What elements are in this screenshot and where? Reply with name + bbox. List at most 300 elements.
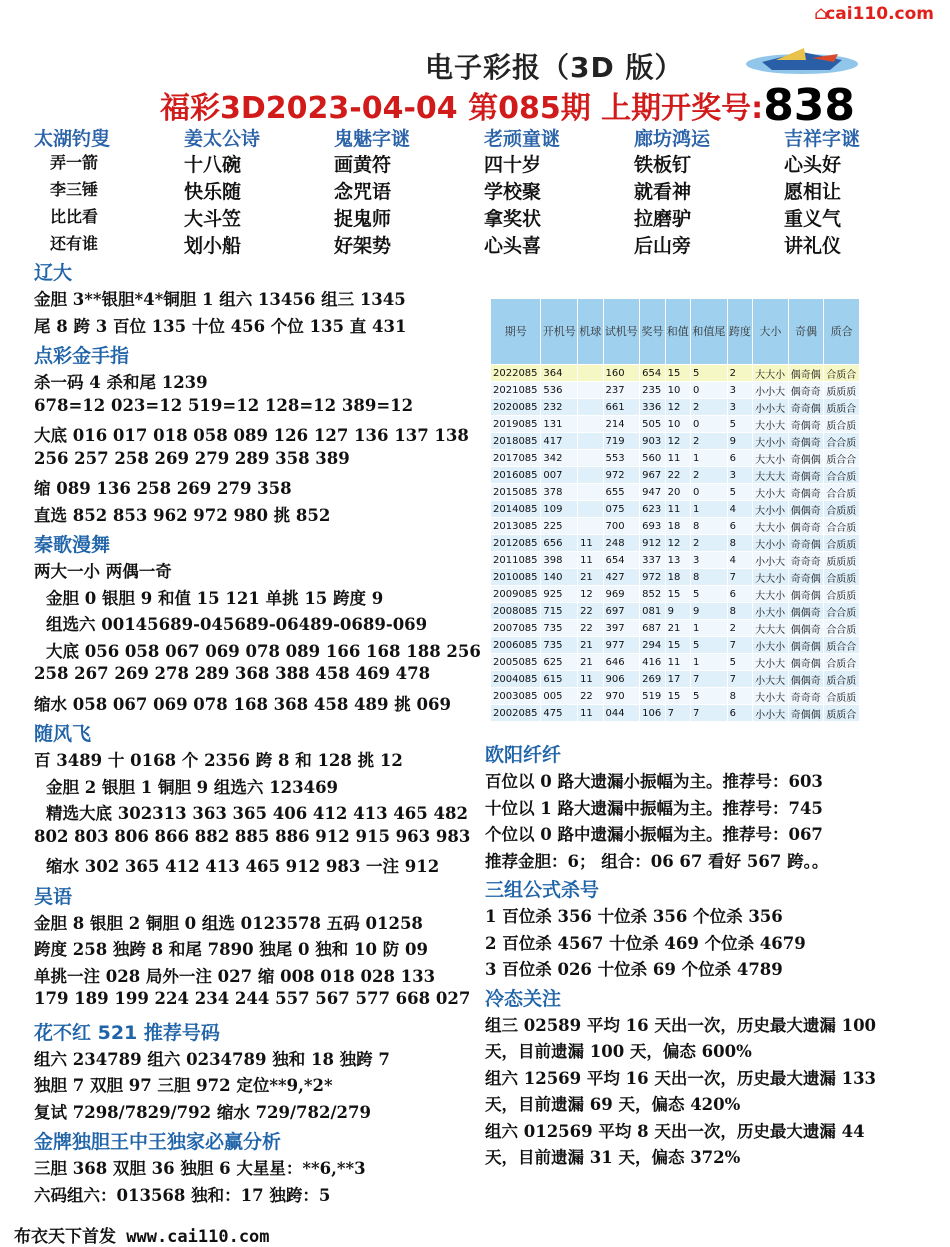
table-cell: 大小大	[753, 654, 789, 671]
table-cell: 4	[727, 501, 752, 518]
table-cell: 2017085	[491, 450, 541, 467]
table-cell: 21	[578, 654, 603, 671]
table-cell: 22	[578, 620, 603, 637]
table-cell: 294	[640, 637, 665, 654]
column-item: 比比看	[50, 207, 99, 226]
column-item: 讲礼仪	[784, 235, 842, 257]
table-cell: 质质质	[824, 382, 860, 399]
table-cell: 416	[640, 654, 665, 671]
table-cell: 大小大	[753, 416, 789, 433]
column-item: 弄一箭	[50, 153, 99, 172]
table-cell: 质质质	[824, 552, 860, 569]
table-cell: 5	[691, 365, 728, 382]
section-line: 三胆 368 双胆 36 独胆 6 大星星：**6,**3	[34, 1159, 366, 1178]
column-head: 吉祥字谜	[784, 128, 861, 150]
table-row	[491, 654, 860, 671]
table-cell: 6	[727, 450, 752, 467]
table-cell: 0	[691, 416, 728, 433]
table-header: 开机号	[541, 299, 578, 365]
section-line: 个位以 0 路中遗漏小振幅为主。推荐号：067	[485, 825, 823, 844]
table-cell: 小大小	[753, 603, 789, 620]
table-cell: 8	[691, 569, 728, 586]
column-head: 姜太公诗	[184, 128, 261, 150]
table-cell: 336	[640, 399, 665, 416]
table-cell: 质质合	[824, 705, 860, 722]
table-cell: 2014085	[491, 501, 541, 518]
column-item: 重义气	[784, 208, 842, 230]
table-cell: 417	[541, 433, 578, 450]
section-line: 直选 852 853 962 972 980 挑 852	[34, 505, 331, 525]
table-cell: 654	[640, 365, 665, 382]
table-cell: 2008085	[491, 603, 541, 620]
table-row	[491, 382, 860, 399]
table-cell: 合合质	[824, 484, 860, 501]
last-number: 838	[763, 80, 856, 131]
brand-title: 电子彩报（3D 版）	[425, 51, 684, 84]
section-line: 推荐金胆：6； 组合：06 67 看好 567 跨。。	[485, 851, 829, 871]
table-cell: 8	[727, 688, 752, 705]
table-cell: 22	[665, 467, 690, 484]
table-cell: 小大小	[753, 637, 789, 654]
table-cell: 小小大	[753, 382, 789, 399]
table-cell: 735	[541, 620, 578, 637]
section-line: 尾 8 跨 3 百位 135 十位 456 个位 135 直 431	[34, 316, 407, 336]
column-item: 大斗笠	[184, 208, 242, 230]
table-row	[491, 620, 860, 637]
table-cell: 398	[541, 552, 578, 569]
table-row	[491, 637, 860, 654]
table-cell: 偶奇偶	[788, 637, 824, 654]
table-cell: 2012085	[491, 535, 541, 552]
table-row	[491, 535, 860, 552]
section-line: 百位以 0 路大遗漏小振幅为主。推荐号：603	[485, 772, 823, 791]
column-item: 拉磨驴	[634, 208, 692, 230]
table-cell: 131	[541, 416, 578, 433]
section-line: 256 257 258 269 279 289 358 389	[34, 448, 350, 468]
table-cell	[578, 518, 603, 535]
table-cell: 2009085	[491, 586, 541, 603]
table-cell: 5	[727, 416, 752, 433]
table-cell: 970	[603, 688, 640, 705]
column-item: 心头喜	[484, 235, 542, 257]
table-cell: 合质合	[824, 654, 860, 671]
column-head: 太湖钓叟	[34, 128, 111, 150]
table-cell: 大大小	[753, 586, 789, 603]
table-cell: 大大小	[753, 518, 789, 535]
table-cell: 655	[603, 484, 640, 501]
section-line: 1 百位杀 356 十位杀 356 个位杀 356	[485, 907, 783, 926]
table-cell: 972	[640, 569, 665, 586]
section-line: 跨度 258 独跨 8 和尾 7890 独尾 0 独和 10 防 09	[34, 940, 428, 959]
table-cell: 大大小	[753, 450, 789, 467]
table-cell: 661	[603, 399, 640, 416]
section-line: 天，目前遗漏 31 天，偏态 372%	[485, 1148, 741, 1167]
table-cell: 合合质	[824, 620, 860, 637]
column-item: 拿奖状	[484, 208, 542, 230]
table-cell: 奇偶奇	[788, 416, 824, 433]
table-row	[491, 688, 860, 705]
section-line: 缩水 058 067 069 078 168 368 458 489 挑 069	[34, 694, 451, 714]
section-title: 秦歌漫舞	[34, 534, 111, 556]
table-cell: 337	[640, 552, 665, 569]
table-cell: 合质质	[824, 501, 860, 518]
table-cell: 合质质	[824, 586, 860, 603]
table-cell: 687	[640, 620, 665, 637]
table-header: 和值	[665, 299, 690, 365]
table-cell: 646	[603, 654, 640, 671]
table-cell: 906	[603, 671, 640, 688]
table-cell: 7	[727, 671, 752, 688]
column-item: 就看神	[634, 181, 692, 203]
table-cell: 7	[691, 705, 728, 722]
section-line: 258 267 269 278 289 368 388 458 469 478	[34, 664, 431, 683]
table-cell: 925	[541, 586, 578, 603]
table-cell: 140	[541, 569, 578, 586]
table-cell: 大小小	[753, 501, 789, 518]
table-header: 质合	[824, 299, 860, 365]
table-cell: 715	[541, 603, 578, 620]
section-line: 精选大底 302313 363 365 406 412 413 465 482	[46, 804, 468, 823]
table-cell: 奇奇奇	[788, 688, 824, 705]
table-cell: 2015085	[491, 484, 541, 501]
table-header: 奖号	[640, 299, 665, 365]
table-cell: 2018085	[491, 433, 541, 450]
column-item: 后山旁	[634, 235, 692, 257]
footer: 布衣天下首发 www.cai110.com	[14, 1227, 270, 1247]
table-cell: 大大小	[753, 569, 789, 586]
section-line: 组六 012569 平均 8 天出一次，历史最大遗漏 44	[485, 1121, 865, 1141]
section-line: 678=12 023=12 519=12 128=12 389=12	[34, 395, 414, 415]
table-cell: 21	[578, 569, 603, 586]
table-cell: 6	[727, 518, 752, 535]
table-cell: 2	[727, 365, 752, 382]
column-item: 十八碗	[184, 154, 242, 176]
table-cell: 560	[640, 450, 665, 467]
section-line: 杀一码 4 杀和尾 1239	[34, 373, 208, 392]
table-cell: 11	[578, 671, 603, 688]
table-cell: 9	[727, 433, 752, 450]
table-cell	[578, 382, 603, 399]
table-cell: 693	[640, 518, 665, 535]
section-line: 大底 056 058 067 069 078 089 166 168 188 256	[46, 641, 481, 661]
column-item: 李三锤	[50, 180, 99, 199]
section-line: 3 百位杀 026 十位杀 69 个位杀 4789	[485, 960, 783, 979]
table-cell: 2010085	[491, 569, 541, 586]
history-table	[490, 298, 860, 722]
table-cell: 奇偶偶	[788, 450, 824, 467]
section-line: 组选六 00145689-045689-06489-0689-069	[46, 615, 428, 634]
table-cell: 12	[665, 535, 690, 552]
table-cell: 合合质	[824, 603, 860, 620]
table-row	[491, 467, 860, 484]
column-head: 鬼魅字谜	[334, 128, 411, 150]
table-cell: 偶奇偶	[788, 365, 824, 382]
table-cell: 1	[691, 450, 728, 467]
section-line: 十位以 1 路大遗漏中振幅为主。推荐号：745	[485, 798, 823, 818]
table-row	[491, 399, 860, 416]
table-cell: 519	[640, 688, 665, 705]
table-cell: 2022085	[491, 365, 541, 382]
section-title: 辽大	[34, 262, 73, 284]
table-cell: 奇奇偶	[788, 569, 824, 586]
table-cell: 偶奇偶	[788, 654, 824, 671]
table-cell: 1	[691, 501, 728, 518]
column-item: 四十岁	[484, 154, 542, 176]
table-cell: 225	[541, 518, 578, 535]
table-cell: 735	[541, 637, 578, 654]
table-cell: 625	[541, 654, 578, 671]
table-cell: 10	[665, 382, 690, 399]
table-cell: 2	[691, 535, 728, 552]
table-cell: 6	[727, 586, 752, 603]
table-cell: 11	[578, 535, 603, 552]
column-item: 铁板钉	[634, 154, 692, 176]
table-cell	[578, 467, 603, 484]
table-cell: 11	[578, 705, 603, 722]
table-cell: 大大小	[753, 365, 789, 382]
table-cell: 9	[691, 603, 728, 620]
table-cell: 偶奇偶	[788, 586, 824, 603]
column-head: 廊坊鸿运	[634, 128, 711, 150]
table-cell: 378	[541, 484, 578, 501]
table-cell: 623	[640, 501, 665, 518]
section-line: 组三 02589 平均 16 天出一次，历史最大遗漏 100	[485, 1015, 877, 1035]
table-cell: 5	[691, 637, 728, 654]
table-cell: 质合质	[824, 671, 860, 688]
table-cell: 160	[603, 365, 640, 382]
table-cell: 17	[665, 671, 690, 688]
section-title: 欧阳纤纤	[485, 744, 562, 766]
site-name[interactable]: cai110.com	[825, 4, 934, 24]
table-cell: 合质合	[824, 365, 860, 382]
table-cell: 8	[727, 603, 752, 620]
table-cell: 475	[541, 705, 578, 722]
section-line: 金胆 2 银胆 1 铜胆 9 组选六 123469	[46, 777, 339, 797]
table-cell: 5	[727, 654, 752, 671]
issue-line	[160, 78, 855, 129]
table-cell: 22	[578, 688, 603, 705]
table-cell: 质合合	[824, 637, 860, 654]
table-cell: 232	[541, 399, 578, 416]
table-row	[491, 552, 860, 569]
table-cell: 2	[691, 433, 728, 450]
table-cell: 20	[665, 484, 690, 501]
table-cell: 奇偶偶	[788, 705, 824, 722]
section-line: 六码组六：013568 独和：17 独跨：5	[34, 1185, 331, 1205]
table-cell	[578, 501, 603, 518]
table-cell: 967	[640, 467, 665, 484]
column-item: 愿相让	[784, 181, 842, 203]
table-cell: 615	[541, 671, 578, 688]
table-cell: 偶偶奇	[788, 501, 824, 518]
column-item: 学校聚	[484, 181, 542, 203]
table-cell: 214	[603, 416, 640, 433]
table-row	[491, 433, 860, 450]
table-cell: 偶偶奇	[788, 671, 824, 688]
table-cell: 2006085	[491, 637, 541, 654]
table-cell: 2021085	[491, 382, 541, 399]
table-cell	[578, 416, 603, 433]
table-cell: 小大大	[753, 671, 789, 688]
table-row	[491, 603, 860, 620]
table-cell: 505	[640, 416, 665, 433]
table-cell: 偶奇奇	[788, 518, 824, 535]
table-row	[491, 518, 860, 535]
table-cell: 106	[640, 705, 665, 722]
table-cell: 0	[691, 484, 728, 501]
table-cell: 偶偶奇	[788, 603, 824, 620]
column-item: 划小船	[184, 235, 242, 257]
section-line: 组六 234789 组六 0234789 独和 18 独跨 7	[34, 1049, 390, 1069]
section-line: 百 3489 十 0168 个 2356 跨 8 和 128 挑 12	[34, 751, 403, 770]
table-cell: 5	[691, 688, 728, 705]
table-cell: 248	[603, 535, 640, 552]
table-row	[491, 569, 860, 586]
table-cell: 1	[691, 620, 728, 637]
table-cell: 656	[541, 535, 578, 552]
table-cell: 11	[578, 552, 603, 569]
table-row	[491, 671, 860, 688]
table-cell: 15	[665, 586, 690, 603]
table-header: 和值尾	[691, 299, 728, 365]
column-item: 捉鬼师	[334, 208, 392, 230]
table-cell: 偶偶奇	[788, 620, 824, 637]
table-cell: 2005085	[491, 654, 541, 671]
table-cell: 3	[691, 552, 728, 569]
table-cell: 15	[665, 688, 690, 705]
table-cell: 21	[665, 620, 690, 637]
section-line: 组六 12569 平均 16 天出一次，历史最大遗漏 133	[485, 1068, 877, 1088]
table-cell: 044	[603, 705, 640, 722]
table-cell	[578, 433, 603, 450]
table-cell: 合质质	[824, 688, 860, 705]
column-item: 快乐随	[184, 181, 242, 203]
table-cell: 397	[603, 620, 640, 637]
table-cell: 2	[691, 399, 728, 416]
table-cell: 小小大	[753, 705, 789, 722]
table-cell	[578, 399, 603, 416]
table-cell: 大小小	[753, 433, 789, 450]
table-cell: 7	[727, 569, 752, 586]
table-cell: 3	[727, 399, 752, 416]
table-cell: 奇偶奇	[788, 433, 824, 450]
table-cell: 13	[665, 552, 690, 569]
table-cell: 大大大	[753, 620, 789, 637]
table-cell: 081	[640, 603, 665, 620]
table-cell: 奇偶奇	[788, 484, 824, 501]
table-cell: 947	[640, 484, 665, 501]
table-cell: 7	[665, 705, 690, 722]
table-cell: 11	[665, 501, 690, 518]
table-row	[491, 365, 860, 382]
section-line: 大底 016 017 018 058 089 126 127 136 137 138	[34, 426, 469, 445]
section-title: 金牌独胆王中王独家必赢分析	[34, 1131, 282, 1153]
table-cell: 903	[640, 433, 665, 450]
table-cell: 075	[603, 501, 640, 518]
section-line: 179 189 199 224 234 244 557 567 577 668 027	[34, 989, 471, 1008]
section-line: 802 803 806 866 882 885 886 912 915 963 983	[34, 826, 471, 846]
table-cell: 2003085	[491, 688, 541, 705]
section-title: 点彩金手指	[34, 345, 130, 367]
table-cell: 7	[727, 637, 752, 654]
table-cell: 合合质	[824, 518, 860, 535]
column-item: 好架势	[334, 235, 392, 257]
section-title: 吴语	[34, 885, 73, 908]
section-line: 天，目前遗漏 69 天，偏态 420%	[485, 1095, 741, 1114]
table-cell: 5	[727, 484, 752, 501]
table-cell: 269	[640, 671, 665, 688]
table-cell: 18	[665, 569, 690, 586]
table-header: 跨度	[727, 299, 752, 365]
table-cell: 合质质	[824, 569, 860, 586]
table-cell: 007	[541, 467, 578, 484]
table-cell: 质合质	[824, 416, 860, 433]
table-cell: 5	[691, 586, 728, 603]
table-cell: 2016085	[491, 467, 541, 484]
table-cell: 912	[640, 535, 665, 552]
table-cell: 质合合	[824, 450, 860, 467]
table-cell: 11	[665, 654, 690, 671]
table-cell: 536	[541, 382, 578, 399]
table-cell: 1	[691, 654, 728, 671]
table-cell: 3	[727, 467, 752, 484]
table-cell: 12	[665, 433, 690, 450]
table-cell: 719	[603, 433, 640, 450]
table-cell: 12	[578, 586, 603, 603]
table-cell: 12	[665, 399, 690, 416]
table-cell: 2020085	[491, 399, 541, 416]
section-line: 2 百位杀 4567 十位杀 469 个位杀 4679	[485, 933, 806, 953]
section-line: 缩 089 136 258 269 279 358	[34, 479, 292, 498]
table-cell: 小小大	[753, 552, 789, 569]
table-cell: 4	[727, 552, 752, 569]
table-row	[491, 705, 860, 722]
table-cell: 697	[603, 603, 640, 620]
section-line: 复试 7298/7829/792 缩水 729/782/279	[34, 1102, 371, 1122]
table-cell	[578, 365, 603, 382]
table-cell: 偶奇奇	[788, 382, 824, 399]
table-cell: 2013085	[491, 518, 541, 535]
table-header: 机球	[578, 299, 603, 365]
section-title: 三组公式杀号	[485, 879, 600, 901]
section-line: 两大一小 两偶一奇	[34, 562, 172, 581]
table-cell: 654	[603, 552, 640, 569]
table-cell: 237	[603, 382, 640, 399]
table-cell: 364	[541, 365, 578, 382]
table-cell: 奇奇奇	[788, 552, 824, 569]
table-cell: 3	[727, 382, 752, 399]
table-cell: 9	[665, 603, 690, 620]
table-cell: 427	[603, 569, 640, 586]
section-line: 天，目前遗漏 100 天，偏态 600%	[485, 1042, 752, 1061]
section-line: 独胆 7 双胆 97 三胆 972 定位**9,*2*	[34, 1076, 333, 1095]
table-row	[491, 586, 860, 603]
section-title: 花不红 521 推荐号码	[34, 1021, 220, 1044]
table-cell: 977	[603, 637, 640, 654]
section-line: 单挑一注 028 局外一注 027 缩 008 018 028 133	[34, 966, 436, 986]
table-cell: 大大大	[753, 467, 789, 484]
table-cell: 2002085	[491, 705, 541, 722]
table-cell: 10	[665, 416, 690, 433]
table-cell: 235	[640, 382, 665, 399]
table-cell	[578, 450, 603, 467]
column-item: 心头好	[784, 154, 842, 176]
table-cell: 奇奇偶	[788, 399, 824, 416]
table-cell: 合合质	[824, 467, 860, 484]
table-cell: 969	[603, 586, 640, 603]
table-cell: 700	[603, 518, 640, 535]
table-cell: 342	[541, 450, 578, 467]
